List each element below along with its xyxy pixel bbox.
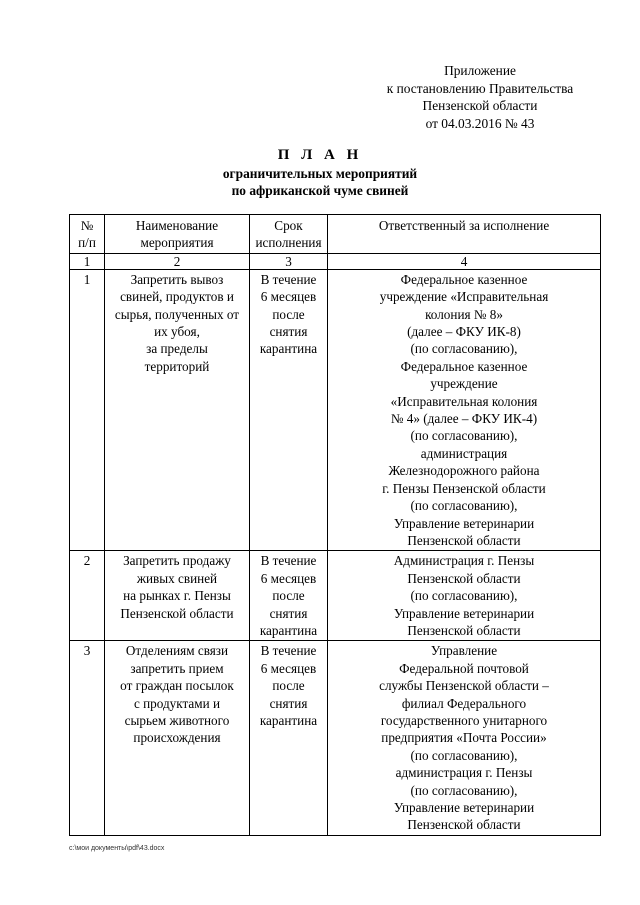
row-responsible-line: Федеральное казенное: [400, 358, 528, 374]
row-responsible-line: Федеральное казенное: [400, 271, 528, 287]
row-responsible-line: филиал Федерального: [401, 695, 527, 711]
header-resp: [328, 215, 601, 254]
row-activity-line: происхождения: [133, 730, 221, 746]
row-responsible-line: Управление: [430, 643, 498, 659]
row-responsible-line: администрация: [420, 445, 508, 461]
row-responsible-line: Пензенской области: [407, 817, 521, 833]
row-responsible-line: № 4» (далее – ФКУ ИК-4): [390, 411, 538, 427]
appendix-line: Пензенской области: [422, 98, 538, 113]
header-name-line: мероприятия: [140, 235, 214, 251]
header-no-line: №: [80, 218, 94, 233]
row-responsible-line: г. Пензы Пензенской области: [382, 480, 546, 496]
row-responsible-line: Пензенской области: [407, 532, 521, 548]
row-responsible-line: администрация г. Пензы: [395, 765, 533, 781]
row-activity: [105, 269, 250, 551]
row-responsible-line: Администрация г. Пензы: [393, 553, 535, 569]
row-responsible-line: «Исправительная колония: [390, 393, 538, 409]
plan-table: [69, 214, 601, 836]
row-activity-line: Запретить продажу: [123, 553, 231, 569]
row-responsible-line: Управление ветеринарии: [393, 800, 535, 815]
row-activity-line: за пределы: [146, 341, 208, 357]
row-responsible-line: Управление ветеринарии: [393, 605, 535, 621]
header-name-line: Наименование: [135, 218, 219, 233]
row-activity-line: запретить прием: [130, 660, 224, 676]
row-responsible: [328, 641, 601, 835]
row-responsible-line: (по согласованию),: [410, 747, 518, 763]
row-term-line: В течение: [260, 553, 317, 569]
row-responsible-line: Пензенской области: [407, 570, 521, 586]
row-term-line: В течение: [260, 643, 317, 659]
row-term: [250, 551, 328, 641]
row-activity-line: их убоя,: [154, 324, 200, 340]
plan-title-main: П Л А Н: [277, 147, 363, 163]
row-responsible-line: (по согласованию),: [410, 341, 518, 357]
row-number: 1: [70, 269, 105, 551]
row-activity-line: свиней, продуктов и: [120, 289, 234, 305]
row-responsible: [328, 551, 601, 641]
table-row: [70, 551, 601, 641]
row-activity: [105, 641, 250, 835]
row-term: [250, 269, 328, 551]
row-activity: [105, 551, 250, 641]
table-row: [70, 641, 601, 835]
header-term: [250, 215, 328, 254]
table-header-row: [70, 215, 601, 254]
table-row: [70, 269, 601, 551]
row-responsible-line: (по согласованию),: [410, 782, 518, 798]
row-activity-line: сырья, полученных от: [114, 306, 240, 322]
row-responsible-line: (по согласованию),: [410, 498, 518, 514]
header-no-line: п/п: [78, 235, 96, 251]
row-responsible-line: (по согласованию),: [410, 428, 518, 444]
column-number: 2: [105, 253, 250, 269]
row-activity-line: живых свиней: [136, 570, 218, 586]
header-term-line: Срок: [274, 218, 303, 233]
plan-title-sub1: ограничительных мероприятий: [222, 166, 418, 181]
appendix-line: Приложение: [444, 63, 516, 78]
appendix-block: [330, 62, 590, 132]
row-activity-line: сырьем животного: [124, 712, 230, 728]
appendix-line: к постановлению Правительства: [386, 80, 574, 96]
row-responsible-line: (далее – ФКУ ИК-8): [407, 324, 521, 340]
row-responsible: [328, 269, 601, 551]
header-name: [105, 215, 250, 254]
row-term-line: карантина: [259, 341, 318, 357]
row-term-line: 6 месяцев: [260, 570, 317, 586]
row-term-line: после снятия: [269, 588, 308, 621]
column-number: 4: [328, 253, 601, 269]
row-activity-line: территорий: [144, 358, 210, 374]
row-responsible-line: учреждение «Исправительная: [379, 289, 549, 305]
plan-title: [0, 145, 640, 199]
header-term-line: исполнения: [255, 235, 322, 251]
row-activity-line: Пензенской области: [120, 605, 234, 621]
column-number: 1: [70, 253, 105, 269]
row-number: 2: [70, 551, 105, 641]
row-term-line: карантина: [259, 712, 318, 728]
row-responsible-line: службы Пензенской области –: [379, 678, 549, 694]
row-activity-line: на рынках г. Пензы: [123, 588, 231, 604]
header-resp-line: Ответственный за исполнение: [378, 218, 550, 233]
row-responsible-line: Железнодорожного района: [388, 463, 540, 479]
row-term: [250, 641, 328, 835]
row-responsible-line: (по согласованию),: [410, 588, 518, 604]
row-term-line: после снятия: [269, 678, 308, 711]
appendix-line: от 04.03.2016 № 43: [425, 115, 535, 131]
row-term-line: В течение: [260, 271, 317, 287]
row-term-line: 6 месяцев: [260, 660, 317, 676]
file-path-footer: c:\мои документы\pdf\43.docx: [69, 845, 165, 852]
row-activity-line: Запретить вывоз: [130, 271, 224, 287]
row-responsible-line: предприятия «Почта России»: [381, 730, 547, 746]
row-number: 3: [70, 641, 105, 835]
row-term-line: после снятия: [269, 306, 308, 340]
row-responsible-line: Федеральной почтовой: [399, 660, 529, 676]
row-responsible-line: государственного унитарного: [380, 712, 548, 728]
row-responsible-line: Пензенской области: [407, 622, 521, 638]
column-numbering-row: [70, 253, 601, 269]
plan-title-sub2: по африканской чуме свиней: [231, 183, 409, 198]
row-term-line: карантина: [259, 622, 318, 638]
row-responsible-line: учреждение: [430, 376, 498, 392]
row-responsible-line: колония № 8»: [425, 306, 503, 322]
row-activity-line: от граждан посылок: [120, 678, 234, 694]
header-no: [70, 215, 105, 254]
row-activity-line: Отделениям связи: [125, 643, 229, 659]
row-activity-line: с продуктами и: [133, 695, 221, 711]
column-number: 3: [250, 253, 328, 269]
row-term-line: 6 месяцев: [260, 289, 317, 305]
row-responsible-line: Управление ветеринарии: [393, 515, 535, 531]
